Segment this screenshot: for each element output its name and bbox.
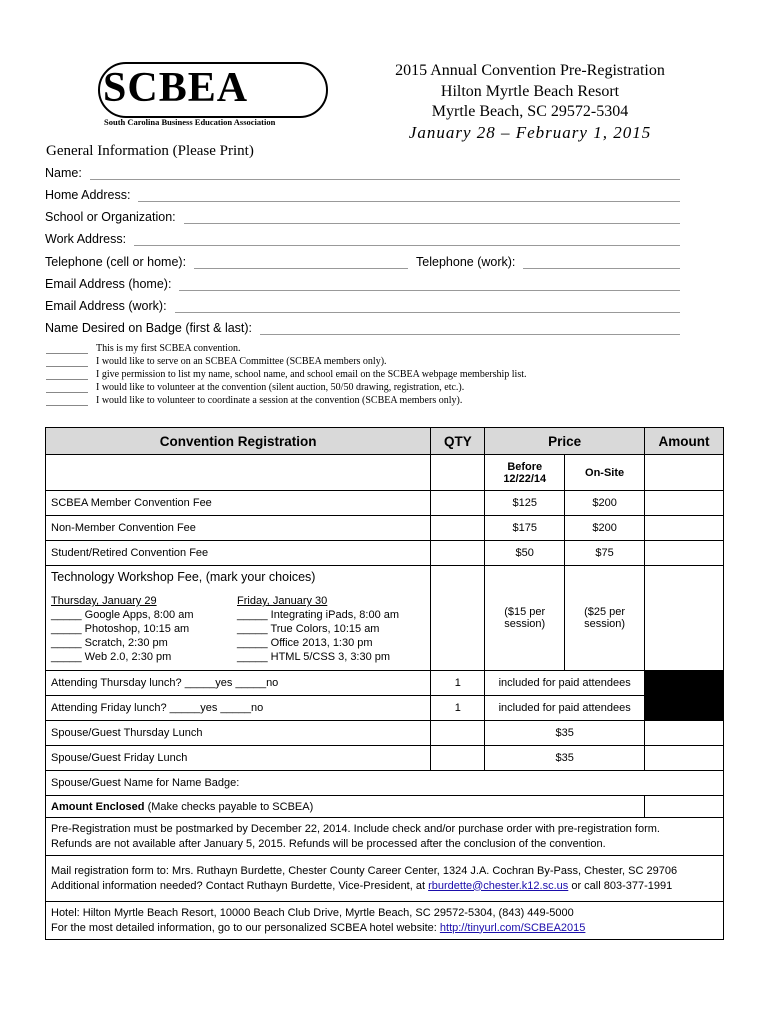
general-info-title: General Information (Please Print): [46, 143, 254, 159]
workshop-cell: [46, 566, 431, 671]
workshop-thursday: [51, 594, 237, 664]
email-work-field[interactable]: [45, 299, 680, 313]
hotel-url-link[interactable]: http://tinyurl.com/SCBEA2015: [439, 921, 586, 934]
row-label: Non-Member Convention Fee: [46, 516, 431, 541]
amount-cell[interactable]: [645, 541, 724, 566]
qty-cell[interactable]: [431, 491, 485, 516]
email-work-label: Email Address (work):: [45, 299, 167, 313]
workshop-option[interactable]: _____ Google Apps, 8:00 am: [51, 609, 194, 621]
check-blank[interactable]: [46, 369, 88, 380]
qty-cell[interactable]: [431, 516, 485, 541]
col-header-price: Price: [485, 428, 645, 455]
check-blank[interactable]: [46, 356, 88, 367]
check-blank[interactable]: [46, 382, 88, 393]
header-title: 2015 Annual Convention Pre-Registration: [395, 62, 665, 79]
header-dates: January 28 – February 1, 2015: [408, 123, 652, 142]
email-work-line[interactable]: [175, 300, 680, 313]
table-row: [46, 516, 724, 541]
price-onsite: $200: [565, 516, 645, 541]
badge-name-field[interactable]: [45, 321, 680, 335]
email-home-line[interactable]: [179, 278, 680, 291]
empty-cell: [431, 455, 485, 491]
logo-subtitle: South Carolina Business Education Association: [104, 117, 276, 127]
workshop-option[interactable]: _____ Web 2.0, 2:30 pm: [51, 651, 172, 663]
qty-cell[interactable]: [431, 746, 485, 771]
amount-cell[interactable]: [645, 566, 724, 671]
check-item: [46, 343, 240, 354]
guest-thursday-label: Spouse/Guest Thursday Lunch: [46, 721, 431, 746]
prereg-note-row: [46, 818, 724, 856]
check-item: [46, 395, 462, 406]
amount-cell[interactable]: [645, 491, 724, 516]
school-line[interactable]: [184, 211, 680, 224]
name-field[interactable]: [45, 166, 680, 180]
workshop-price-before: ($15 per session): [485, 566, 565, 671]
lunch-thursday-qty: 1: [431, 671, 485, 696]
home-address-label: Home Address:: [45, 188, 131, 202]
mail-note-line: Mail registration form to: Mrs. Ruthayn Burdette, Chester County Career Center, 1324 J.A. Cochran By-Pass, Chester, SC 29706: [51, 864, 678, 877]
empty-cell: [645, 455, 724, 491]
hotel-website-text: For the most detailed information, go to our personalized SCBEA hotel website:: [51, 921, 440, 934]
row-label: Student/Retired Convention Fee: [46, 541, 431, 566]
guest-name-label[interactable]: Spouse/Guest Name for Name Badge:: [46, 771, 724, 796]
qty-cell[interactable]: [431, 566, 485, 671]
telephone-field[interactable]: [45, 255, 680, 269]
qty-cell[interactable]: [431, 541, 485, 566]
work-address-field[interactable]: [45, 232, 680, 246]
workshop-title: Technology Workshop Fee, (mark your choices): [51, 570, 316, 584]
price-before: $125: [485, 491, 565, 516]
lunch-friday-price: included for paid attendees: [485, 696, 645, 721]
mail-note-row: [46, 856, 724, 902]
empty-cell: [46, 455, 431, 491]
work-address-line[interactable]: [134, 233, 680, 246]
lunch-thursday-price: included for paid attendees: [485, 671, 645, 696]
hotel-note-row: [46, 902, 724, 940]
mail-phone-text: or call 803-377-1991: [568, 879, 673, 892]
guest-thursday-price: $35: [485, 721, 645, 746]
lunch-friday-label[interactable]: Attending Friday lunch? _____yes _____no: [46, 696, 431, 721]
telephone-work-label: Telephone (work):: [416, 255, 516, 269]
amount-cell[interactable]: [645, 721, 724, 746]
prereg-note-line: Refunds are not available after January 5, 2015. Refunds will be processed after the conclusion of the convention.: [51, 837, 606, 850]
price-before: $175: [485, 516, 565, 541]
badge-name-line[interactable]: [260, 322, 680, 335]
prereg-note: [46, 818, 724, 856]
workshop-option[interactable]: _____ Photoshop, 10:15 am: [51, 623, 190, 635]
check-item: [46, 382, 464, 393]
telephone-work-line[interactable]: [523, 256, 680, 269]
col-header-registration: Convention Registration: [46, 428, 431, 455]
check-label: I would like to serve on an SCBEA Committee (SCBEA members only).: [96, 356, 387, 367]
header-venue: Hilton Myrtle Beach Resort: [440, 83, 620, 100]
mail-contact-text: Additional information needed? Contact Ruthayn Burdette, Vice-President, at: [51, 879, 429, 892]
workshop-price-onsite: ($25 per session): [565, 566, 645, 671]
workshop-row: [46, 566, 724, 671]
check-label: I would like to volunteer to coordinate a session at the convention (SCBEA members only).: [96, 395, 463, 406]
school-field[interactable]: [45, 210, 680, 224]
col-header-qty: QTY: [431, 428, 485, 455]
amount-cell[interactable]: [645, 516, 724, 541]
lunch-friday-qty: 1: [431, 696, 485, 721]
amount-cell[interactable]: [645, 746, 724, 771]
workshop-columns: [51, 594, 425, 664]
check-blank[interactable]: [46, 395, 88, 406]
registration-table: [45, 427, 724, 940]
guest-name-row: [46, 771, 724, 796]
check-item: [46, 356, 387, 367]
workshop-option[interactable]: _____ Office 2013, 1:30 pm: [237, 637, 373, 649]
home-address-field[interactable]: [45, 188, 680, 202]
guest-friday-row: [46, 746, 724, 771]
amount-enclosed-bold: Amount Enclosed: [51, 800, 145, 813]
name-line[interactable]: [90, 167, 680, 180]
blacked-out-cell: [645, 671, 724, 721]
check-blank[interactable]: [46, 343, 88, 354]
home-address-line[interactable]: [138, 189, 680, 202]
email-home-field[interactable]: [45, 277, 680, 291]
badge-name-label: Name Desired on Badge (first & last):: [45, 321, 253, 335]
amount-enclosed-note: (Make checks payable to SCBEA): [144, 800, 314, 813]
workshop-option[interactable]: _____ HTML 5/CSS 3, 3:30 pm: [237, 651, 391, 663]
workshop-option[interactable]: _____ Integrating iPads, 8:00 am: [237, 609, 400, 621]
logo: SCBEA: [103, 65, 249, 111]
school-label: School or Organization:: [45, 210, 176, 224]
work-address-label: Work Address:: [45, 232, 127, 246]
price-onsite: $75: [565, 541, 645, 566]
table-row: [46, 541, 724, 566]
lunch-thursday-row: [46, 671, 724, 696]
check-label: This is my first SCBEA convention.: [96, 343, 241, 354]
table-row: [46, 491, 724, 516]
guest-friday-label: Spouse/Guest Friday Lunch: [46, 746, 431, 771]
row-label: SCBEA Member Convention Fee: [46, 491, 431, 516]
subheader-onsite: On-Site: [565, 455, 645, 491]
prereg-note-line: Pre-Registration must be postmarked by December 22, 2014. Include check and/or purchase order with pre-registration form.: [51, 822, 660, 835]
header-city: Myrtle Beach, SC 29572-5304: [431, 103, 629, 120]
amount-enclosed-row: [46, 796, 724, 818]
telephone-cell-label: Telephone (cell or home):: [45, 255, 187, 269]
contact-email-link[interactable]: rburdette@chester.k12.sc.us: [428, 879, 569, 892]
telephone-cell-line[interactable]: [194, 256, 408, 269]
mail-note-line: [51, 879, 718, 894]
price-onsite: $200: [565, 491, 645, 516]
hotel-note-line: Hotel: Hilton Myrtle Beach Resort, 10000 Beach Club Drive, Myrtle Beach, SC 29572-5304, (843) 449-5000: [51, 906, 574, 919]
amount-enclosed-cell[interactable]: [645, 796, 724, 818]
workshop-thursday-title: Thursday, January 29: [51, 595, 157, 607]
amount-enclosed-label: [46, 796, 645, 818]
workshop-option[interactable]: _____ Scratch, 2:30 pm: [51, 637, 168, 649]
email-home-label: Email Address (home):: [45, 277, 172, 291]
mail-note: [46, 856, 724, 902]
lunch-thursday-label[interactable]: Attending Thursday lunch? _____yes _____no: [46, 671, 431, 696]
check-label: I would like to volunteer at the convention (silent auction, 50/50 drawing, registration, etc.).: [96, 382, 465, 393]
hotel-note-line: [51, 921, 718, 936]
workshop-option[interactable]: _____ True Colors, 10:15 am: [237, 623, 380, 635]
subheader-before: Before 12/22/14: [485, 455, 565, 491]
name-label: Name:: [45, 166, 82, 180]
guest-thursday-row: [46, 721, 724, 746]
qty-cell[interactable]: [431, 721, 485, 746]
lunch-friday-row: [46, 696, 724, 721]
hotel-note: [46, 902, 724, 940]
guest-friday-price: $35: [485, 746, 645, 771]
workshop-friday-title: Friday, January 30: [237, 595, 328, 607]
check-item: [46, 369, 527, 380]
price-before: $50: [485, 541, 565, 566]
col-header-amount: Amount: [645, 428, 724, 455]
check-label: I give permission to list my name, school name, and school email on the SCBEA webpage membership list.: [96, 369, 527, 380]
workshop-friday: [237, 594, 399, 664]
